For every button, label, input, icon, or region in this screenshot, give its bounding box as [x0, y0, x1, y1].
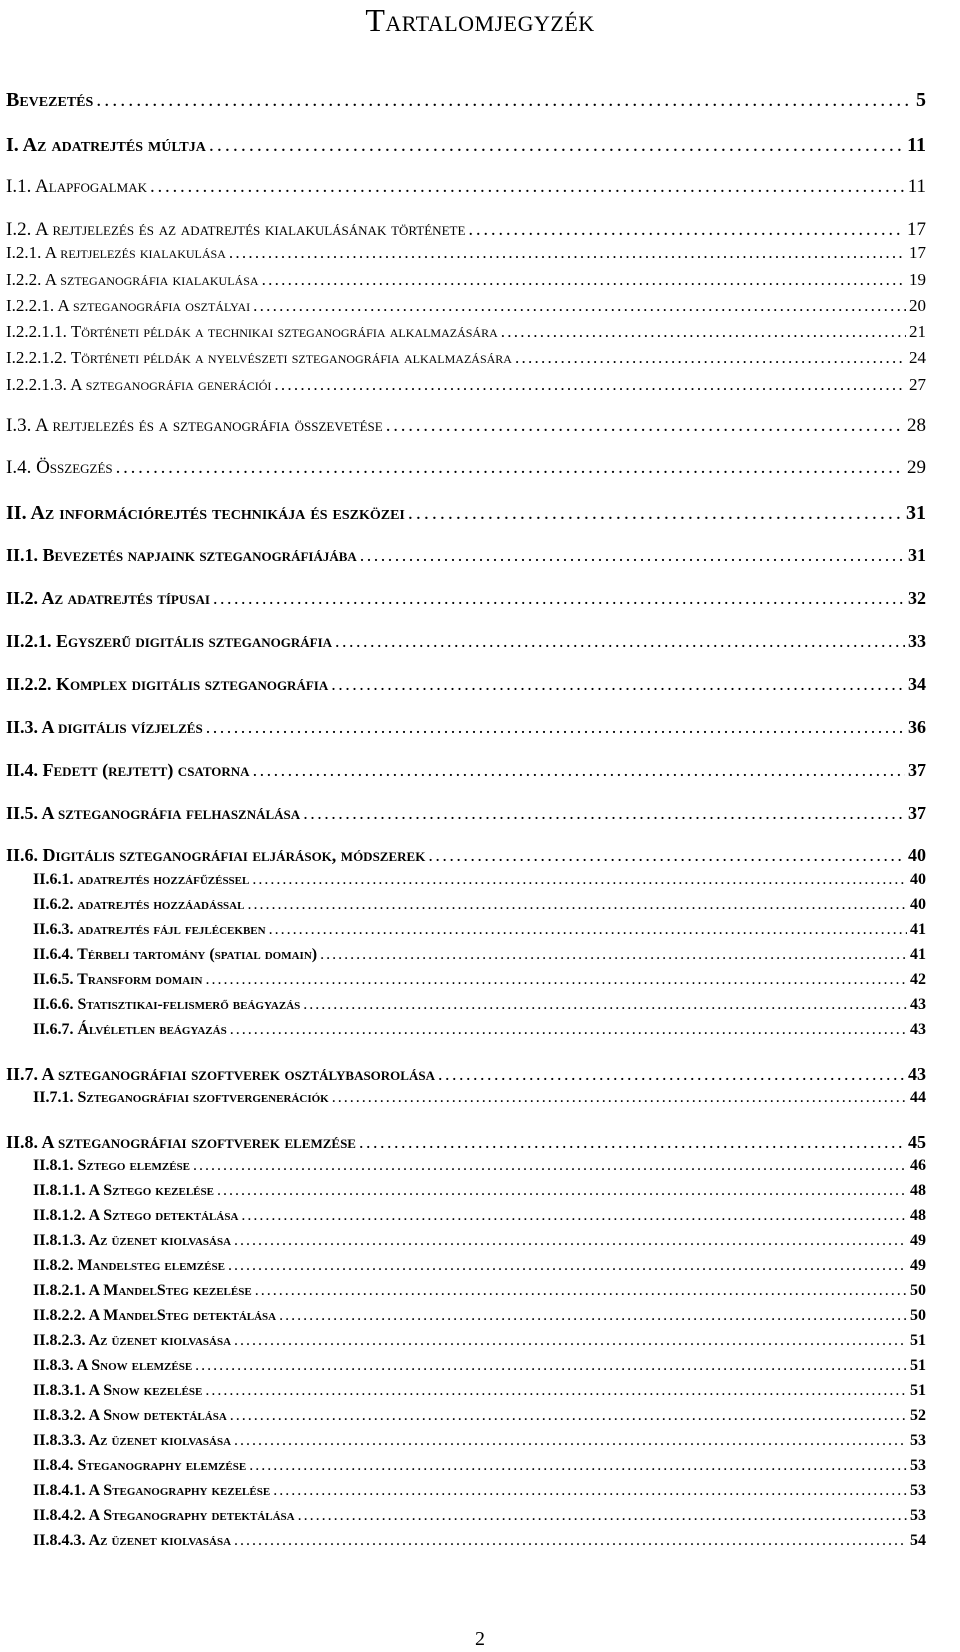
toc-entry-page: 40: [910, 896, 926, 913]
toc-entry-page: 37: [908, 803, 926, 823]
toc-dot-leader: [229, 244, 906, 261]
toc-entry-title: II.8.2.3. Az üzenet kiolvasása: [33, 1332, 232, 1349]
toc-entry[interactable]: [33, 997, 926, 1013]
toc-entry-page: 42: [910, 971, 926, 988]
toc-entry-page: 54: [910, 1532, 926, 1549]
toc-entry-title: I.3. A rejtjelezés és a szteganográfia összevetése: [6, 415, 383, 436]
toc-dot-leader: [213, 589, 905, 607]
toc-dot-leader: [206, 718, 905, 736]
toc-dot-leader: [116, 458, 904, 477]
toc-entry[interactable]: [33, 1508, 926, 1524]
toc-entry-page: 48: [910, 1207, 926, 1224]
toc-entry[interactable]: [6, 416, 926, 435]
toc-dot-leader: [501, 323, 906, 340]
toc-entry-page: 37: [908, 760, 926, 780]
toc-entry[interactable]: [6, 675, 926, 693]
toc-entry[interactable]: [6, 589, 926, 607]
toc-entry[interactable]: [6, 1133, 926, 1151]
toc-dot-leader: [515, 349, 906, 366]
toc-dot-leader: [332, 1090, 907, 1106]
toc-entry-page: 51: [910, 1382, 926, 1399]
toc-entry-title: II.8.1.1. A Sztego kezelése: [33, 1182, 214, 1199]
toc-entry-page: 17: [907, 219, 926, 240]
toc-entry-page: 53: [910, 1482, 926, 1499]
toc-entry[interactable]: [33, 1258, 926, 1274]
toc-dot-leader: [150, 177, 905, 196]
toc-dot-leader: [193, 1158, 907, 1174]
toc-entry-page: 45: [908, 1132, 926, 1152]
toc-entry-page: 17: [909, 243, 926, 262]
toc-dot-leader: [209, 135, 904, 155]
toc-entry-page: 11: [907, 134, 926, 156]
toc-entry-title: II.6.5. Transform domain: [33, 971, 203, 988]
toc-dot-leader: [468, 220, 904, 239]
toc-entry[interactable]: [6, 376, 926, 393]
toc-entry-title: Bevezetés: [6, 89, 94, 111]
toc-entry-page: 51: [910, 1332, 926, 1349]
toc-entry[interactable]: [33, 947, 926, 963]
toc-entry-page: 40: [908, 845, 926, 865]
toc-entry-page: 31: [908, 545, 926, 565]
toc-dot-leader: [234, 1333, 907, 1349]
toc-entry-title: II.8.2.2. A MandelSteg detektálása: [33, 1307, 277, 1324]
toc-entry[interactable]: [33, 1183, 926, 1199]
toc-entry-page: 41: [910, 946, 926, 963]
toc-entry[interactable]: [6, 632, 926, 650]
toc-entry-title: II.2. Az adatrejtés típusai: [6, 588, 210, 608]
toc-dot-leader: [234, 1233, 907, 1249]
toc-entry-page: 21: [909, 322, 926, 341]
toc-entry[interactable]: [33, 1458, 926, 1474]
toc-entry-title: I. Az adatrejtés múltja: [6, 134, 206, 156]
toc-entry[interactable]: [6, 1065, 926, 1083]
toc-entry-page: 49: [910, 1257, 926, 1274]
toc-entry-title: II.7. A szteganográfiai szoftverek osztálybasorolása: [6, 1064, 435, 1084]
toc-dot-leader: [241, 1208, 907, 1224]
toc-dot-leader: [269, 922, 907, 938]
toc-dot-leader: [320, 947, 907, 963]
toc-entry-page: 53: [910, 1432, 926, 1449]
toc-entry[interactable]: [33, 1283, 926, 1299]
toc-entry-page: 49: [910, 1232, 926, 1249]
toc-entry-title: II.2.2. Komplex digitális szteganográfia: [6, 674, 329, 694]
toc-dot-leader: [255, 1283, 907, 1299]
toc-entry-page: 43: [910, 996, 926, 1013]
toc-entry[interactable]: [6, 546, 926, 564]
toc-entry-title: II.6.2. adatrejtés hozzáadással: [33, 896, 245, 913]
toc-entry-title: II.6.3. adatrejtés fájl fejlécekben: [33, 921, 266, 938]
toc-entry[interactable]: [33, 972, 926, 988]
toc-dot-leader: [298, 1508, 907, 1524]
toc-entry-title: II.8.1.3. Az üzenet kiolvasása: [33, 1232, 232, 1249]
toc-entry-page: 32: [908, 588, 926, 608]
toc-entry-title: II.8.1.2. A Sztego detektálása: [33, 1207, 239, 1224]
toc-dot-leader: [303, 804, 905, 822]
toc-entry[interactable]: [33, 1308, 926, 1324]
toc-entry[interactable]: [6, 323, 926, 340]
toc-entry[interactable]: [33, 897, 926, 913]
toc-dot-leader: [360, 546, 905, 564]
toc-entry-page: 43: [910, 1021, 926, 1038]
toc-dot-leader: [303, 997, 907, 1013]
toc-entry-title: II.5. A szteganográfia felhasználása: [6, 803, 301, 823]
toc-entry[interactable]: [6, 804, 926, 822]
toc-entry-title: II.8.3.3. Az üzenet kiolvasása: [33, 1432, 232, 1449]
toc-entry[interactable]: [6, 846, 926, 864]
toc-dot-leader: [234, 1433, 907, 1449]
toc-entry-page: 51: [910, 1357, 926, 1374]
toc-entry[interactable]: [6, 718, 926, 736]
toc-entry-title: II.6.4. Térbeli tartomány (spatial domain): [33, 946, 318, 963]
toc-entry-title: II.6.7. Álvéletlen beágyazás: [33, 1021, 227, 1038]
toc-dot-leader: [249, 1458, 907, 1474]
toc-entry[interactable]: [6, 761, 926, 779]
toc-entry-page: 40: [910, 871, 926, 888]
toc-dot-leader: [253, 761, 905, 779]
toc-entry-page: 41: [910, 921, 926, 938]
toc-entry-page: 50: [910, 1307, 926, 1324]
toc-entry-title: I.2.2.1. A szteganográfia osztályai: [6, 296, 251, 315]
toc-entry[interactable]: [6, 297, 926, 314]
toc-entry-page: 46: [910, 1157, 926, 1174]
toc-dot-leader: [230, 1408, 907, 1424]
toc-entry-title: II.8.3.1. A Snow kezelése: [33, 1382, 203, 1399]
toc-dot-leader: [262, 271, 906, 288]
toc-entry[interactable]: [33, 1333, 926, 1349]
toc-entry-title: II.8.4. Steganography elemzése: [33, 1457, 247, 1474]
page-title: Tartalomjegyzék: [365, 2, 595, 38]
toc-entry[interactable]: [6, 458, 926, 477]
toc-entry[interactable]: [33, 1358, 926, 1374]
toc-entry-title: I.2. A rejtjelezés és az adatrejtés kialakulásának története: [6, 219, 466, 240]
toc-dot-leader: [386, 416, 904, 435]
toc-entry-page: 27: [909, 375, 926, 394]
toc-entry-page: 31: [906, 502, 926, 524]
toc-entry-title: I.2.2.1.1. Történeti példák a technikai szteganográfia alkalmazására: [6, 322, 498, 341]
toc-entry-page: 36: [908, 717, 926, 737]
toc-entry-title: II.1. Bevezetés napjaink szteganográfiájába: [6, 545, 357, 565]
toc-entry-title: I.2.2.1.2. Történeti példák a nyelvészeti szteganográfia alkalmazására: [6, 348, 512, 367]
toc-entry[interactable]: [33, 1090, 926, 1106]
toc-dot-leader: [195, 1358, 907, 1374]
toc-entry-page: 20: [909, 296, 926, 315]
toc-entry-page: 34: [908, 674, 926, 694]
toc-entry[interactable]: [6, 135, 926, 155]
toc-entry[interactable]: [33, 1022, 926, 1038]
toc-entry-title: II.7.1. Szteganográfiai szoftvergenerációk: [33, 1089, 329, 1106]
toc-entry-page: 43: [908, 1064, 926, 1084]
toc-entry-title: II.8.4.3. Az üzenet kiolvasása: [33, 1532, 232, 1549]
toc-entry-page: 52: [910, 1407, 926, 1424]
toc-dot-leader: [335, 632, 905, 650]
toc-entry-title: I.2.2. A szteganográfia kialakulása: [6, 270, 259, 289]
toc-entry-page: 50: [910, 1282, 926, 1299]
toc-entry-page: 19: [909, 270, 926, 289]
toc-entry-title: II. Az információrejtés technikája és eszközei: [6, 502, 405, 524]
toc-dot-leader: [408, 503, 903, 523]
toc-dot-leader: [205, 1383, 907, 1399]
toc-entry-title: I.4. Összegzés: [6, 457, 113, 478]
toc-entry-title: II.3. A digitális vízjelzés: [6, 717, 203, 737]
toc-entry[interactable]: [33, 1158, 926, 1174]
toc-entry[interactable]: [6, 244, 926, 261]
toc-dot-leader: [274, 376, 906, 393]
toc-entry-page: 44: [910, 1089, 926, 1106]
toc-entry-page: 33: [908, 631, 926, 651]
toc-entry-title: II.6.1. adatrejtés hozzáfűzéssel: [33, 871, 250, 888]
toc-entry-page: 48: [910, 1182, 926, 1199]
toc-dot-leader: [96, 90, 913, 110]
toc-entry[interactable]: [33, 1383, 926, 1399]
toc-entry-page: 11: [907, 176, 926, 197]
toc-dot-leader: [228, 1258, 907, 1274]
toc-dot-leader: [247, 897, 907, 913]
toc-dot-leader: [428, 846, 905, 864]
toc-entry-page: 5: [916, 89, 926, 111]
toc-dot-leader: [205, 972, 907, 988]
toc-entry[interactable]: [33, 1483, 926, 1499]
toc-entry-title: I.2.2.1.3. A szteganográfia generációi: [6, 375, 272, 394]
toc-dot-leader: [273, 1483, 907, 1499]
toc-entry[interactable]: [33, 872, 926, 888]
toc-entry[interactable]: [6, 271, 926, 288]
toc-entry[interactable]: [6, 220, 926, 239]
toc-entry[interactable]: [6, 177, 926, 196]
toc-dot-leader: [359, 1133, 905, 1151]
toc-dot-leader: [331, 675, 905, 693]
toc-entry-title: II.8.4.1. A Steganography kezelése: [33, 1482, 271, 1499]
toc-entry-page: 53: [910, 1457, 926, 1474]
toc-entry[interactable]: [33, 1408, 926, 1424]
toc-entry[interactable]: [33, 922, 926, 938]
toc-entry-title: II.4. Fedett (rejtett) csatorna: [6, 760, 250, 780]
toc-entry[interactable]: [6, 503, 926, 523]
toc-entry-title: I.2.1. A rejtjelezés kialakulása: [6, 243, 226, 262]
toc-entry-title: II.8.2.1. A MandelSteg kezelése: [33, 1282, 252, 1299]
toc-entry-title: II.6. Digitális szteganográfiai eljárások, módszerek: [6, 845, 426, 865]
toc-entry-title: II.8.2. Mandelsteg elemzése: [33, 1257, 225, 1274]
toc-dot-leader: [252, 872, 907, 888]
toc-entry-title: II.8.4.2. A Steganography detektálása: [33, 1507, 295, 1524]
toc-entry-title: II.8.3. A Snow elemzése: [33, 1357, 193, 1374]
toc-entry[interactable]: [6, 349, 926, 366]
toc-dot-leader: [234, 1533, 907, 1549]
toc-entry-title: II.8. A szteganográfiai szoftverek elemzése: [6, 1132, 356, 1152]
toc-entry[interactable]: [33, 1233, 926, 1249]
toc-entry-page: 24: [909, 348, 926, 367]
toc-dot-leader: [253, 297, 906, 314]
toc-entry[interactable]: [6, 90, 926, 110]
page-number: 2: [475, 1628, 485, 1650]
toc-entry[interactable]: [33, 1533, 926, 1549]
toc-dot-leader: [217, 1183, 907, 1199]
toc-dot-leader: [279, 1308, 907, 1324]
toc-entry-page: 53: [910, 1507, 926, 1524]
toc-entry-title: II.8.1. Sztego elemzése: [33, 1157, 190, 1174]
toc-dot-leader: [438, 1065, 905, 1083]
toc-entry[interactable]: [33, 1433, 926, 1449]
toc-entry-page: 28: [907, 415, 926, 436]
toc-dot-leader: [230, 1022, 907, 1038]
toc-entry-title: I.1. Alapfogalmak: [6, 176, 147, 197]
toc-entry-title: II.8.3.2. A Snow detektálása: [33, 1407, 227, 1424]
toc-entry-title: II.2.1. Egyszerű digitális szteganográfia: [6, 631, 333, 651]
toc-entry-page: 29: [907, 457, 926, 478]
toc-entry[interactable]: [33, 1208, 926, 1224]
toc-entry-title: II.6.6. Statisztikai-felismerő beágyazás: [33, 996, 301, 1013]
